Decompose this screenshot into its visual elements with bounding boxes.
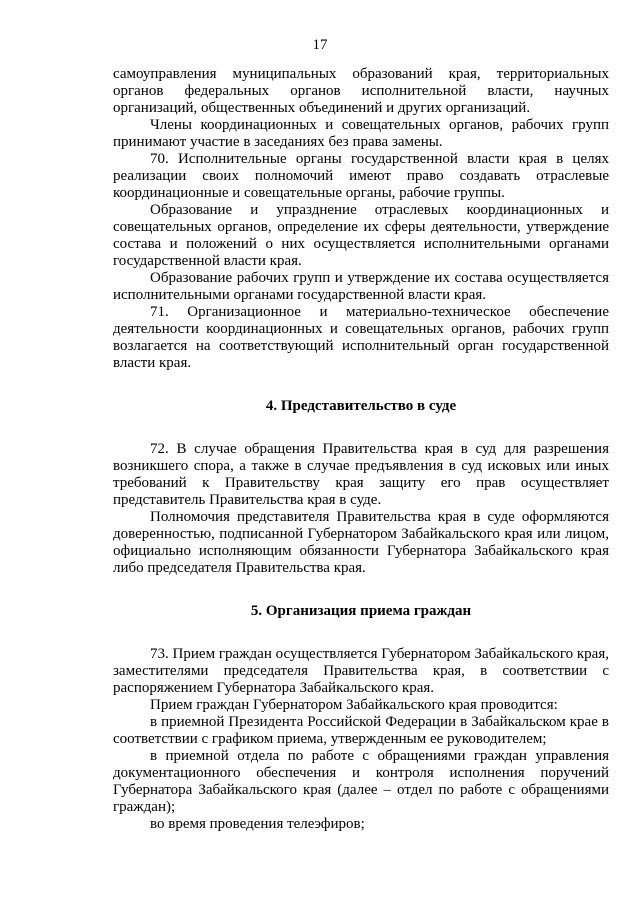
paragraph: Образование и упразднение отраслевых координационных и совещательных органов, определение их сферы деятельности, утверждение состава и положений о них осуществляется исполнительными органами государственной власти края. (113, 202, 609, 269)
paragraph: самоуправления муниципальных образований края, территориальных органов федеральных органов исполнительной власти, научных организаций, общественных объединений и других организаций. (113, 66, 609, 116)
paragraph: Члены координационных и совещательных органов, рабочих групп принимают участие в заседаниях без права замены. (113, 117, 609, 150)
paragraph: Образование рабочих групп и утверждение их состава осуществляется исполнительными органами государственной власти края. (113, 270, 609, 303)
section-heading: 5. Организация приема граждан (250, 603, 472, 619)
paragraph: 72. В случае обращения Правительства края в суд для разрешения возникшего спора, а также в случае предъявления в суд исковых или иных требований к Правительству края защиту его прав осуществляет представитель Правительства края в суде. (113, 441, 609, 508)
document-body (113, 66, 609, 833)
paragraph: 71. Организационное и материально-техническое обеспечение деятельности координационных и совещательных органов, рабочих групп возлагается на соответствующий исполнительный орган государственной власти края. (113, 304, 609, 371)
paragraph: Прием граждан Губернатором Забайкальского края проводится: (150, 697, 558, 713)
paragraph: 73. Прием граждан осуществляется Губернатором Забайкальского края, заместителями председателя Правительства края, в соответствии с распоряжением Губернатора Забайкальского края. (113, 646, 609, 696)
page-number: 17 (312, 37, 328, 53)
paragraph: в приемной Президента Российской Федерации в Забайкальском крае в соответствии с графиком приема, утвержденным ее руководителем; (113, 714, 609, 747)
paragraph: 70. Исполнительные органы государственной власти края в целях реализации своих полномочий имеют право создавать отраслевые координационные и совещательные органы, рабочие группы. (113, 151, 609, 201)
paragraph: во время проведения телеэфиров; (150, 816, 365, 832)
paragraph: Полномочия представителя Правительства края в суде оформляются доверенностью, подписанной Губернатором Забайкальского края или лицом, официально исполняющим обязанности Губернатора Забайкальского края либо председателя Правительства края. (113, 509, 609, 576)
paragraph: в приемной отдела по работе с обращениями граждан управления документационного обеспечения и контроля исполнения поручений Губернатора Забайкальского края (далее – отдел по работе с обращениями граждан); (113, 748, 609, 815)
section-heading: 4. Представительство в суде (265, 398, 457, 414)
